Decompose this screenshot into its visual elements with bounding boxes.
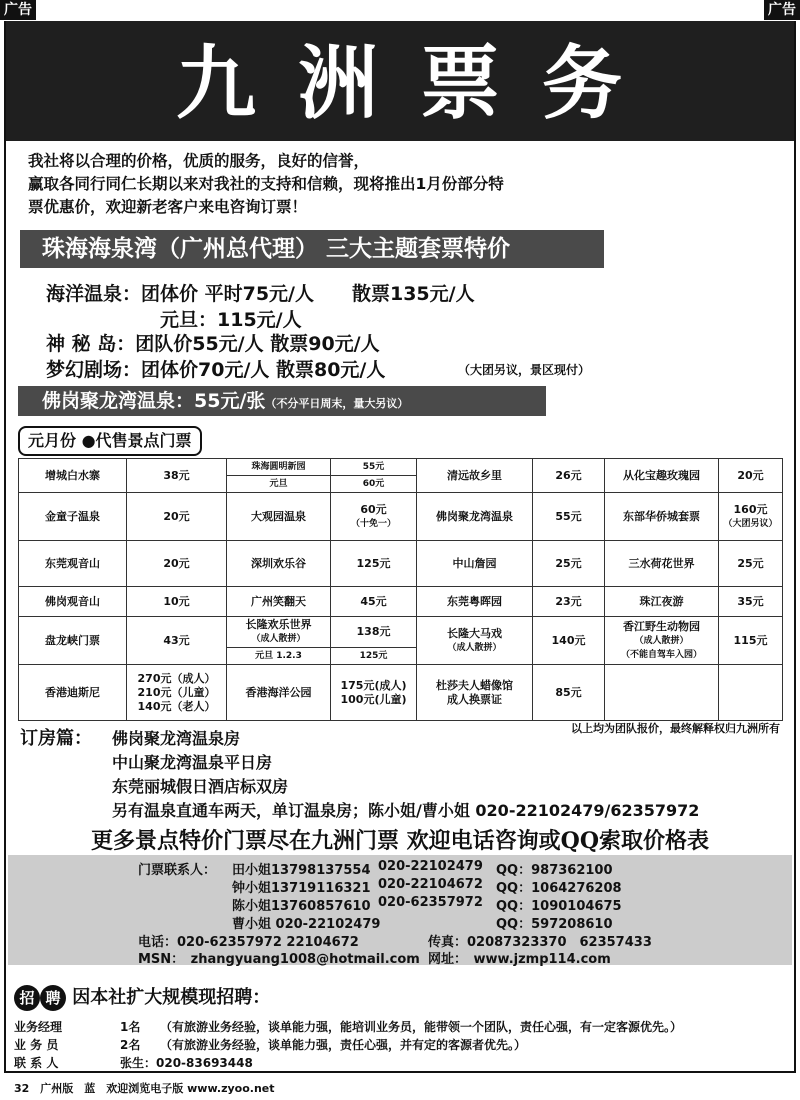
table-cell: 珠海圆明新园 xyxy=(227,459,331,476)
table-cell: 35元 xyxy=(719,587,783,617)
cell-line: 210元（儿童） xyxy=(137,685,216,699)
ticket-table xyxy=(18,458,783,721)
contact-phone: 020-22104672 xyxy=(378,877,483,892)
table-cell: 55元 xyxy=(533,493,605,541)
table-cell: 25元 xyxy=(533,541,605,587)
table-cell: 20元 xyxy=(719,459,783,493)
contact-name: 钟小姐13719116321 xyxy=(232,881,371,896)
recruit-badge: 聘 xyxy=(40,985,66,1011)
package-dream-theatre: 梦幻剧场：团体价70元/人 散票80元/人 xyxy=(46,359,386,381)
promo-band-haiquanwan: 珠海海泉湾（广州总代理） 三大主题套票特价 xyxy=(20,230,604,268)
section-label: 元月份 ●代售景点门票 xyxy=(18,426,202,456)
contact-name: 田小姐13798137554 xyxy=(232,863,371,878)
hotel-line: 佛岗聚龙湾温泉房 xyxy=(112,729,241,748)
contact-qq: QQ：1090104675 xyxy=(496,899,622,914)
table-cell: 香港海洋公园 xyxy=(227,665,331,721)
intro-text xyxy=(28,150,768,219)
table-cell: 115元 xyxy=(719,617,783,665)
recruit-heading xyxy=(14,983,270,1011)
hotel-label: 订房篇： xyxy=(20,728,92,749)
cell-line: 杜莎夫人蜡像馆 xyxy=(436,678,513,692)
table-cell: 佛岗聚龙湾温泉 xyxy=(417,493,533,541)
recruit-role: 联 系 人 xyxy=(14,1056,59,1070)
web-line: 网址： www.jzmp114.com xyxy=(428,952,611,967)
table-cell xyxy=(605,665,719,721)
table-cell xyxy=(227,617,331,648)
cell-line: 香江野生动物园 xyxy=(623,619,700,633)
table-cell: 20元 xyxy=(127,541,227,587)
headline: 更多景点特价门票尽在九洲门票 欢迎电话咨询或QQ索取价格表 xyxy=(91,828,709,854)
table-row xyxy=(19,459,783,476)
table-cell: 20元 xyxy=(127,493,227,541)
contact-name: 陈小姐13760857610 xyxy=(232,899,371,914)
table-row xyxy=(19,493,783,541)
table-cell: 深圳欢乐谷 xyxy=(227,541,331,587)
table-cell xyxy=(417,617,533,665)
table-row xyxy=(19,665,783,721)
intro-line: 我社将以合理的价格，优质的服务，良好的信誉， xyxy=(28,152,370,170)
recruit-role: 业 务 员 xyxy=(14,1038,59,1052)
title-banner xyxy=(6,21,794,141)
table-cell: 增城白水寨 xyxy=(19,459,127,493)
recruit-desc: （有旅游业务经验，谈单能力强，责任心强，并有定的客源者优先。） xyxy=(160,1038,527,1052)
msn-line: MSN： zhangyuang1008@hotmail.com xyxy=(138,952,420,967)
table-cell: 138元 xyxy=(331,617,417,648)
cell-line: 60元 xyxy=(360,502,387,516)
table-cell: 43元 xyxy=(127,617,227,665)
table-cell: 125元 xyxy=(331,541,417,587)
ad-tag-left: 广告 xyxy=(0,0,36,20)
banner-title: 九洲票务 xyxy=(176,37,664,130)
table-cell: 珠江夜游 xyxy=(605,587,719,617)
intro-line: 赢取各同行同仁长期以来对我社的支持和信赖，现将推出1月份部分特 xyxy=(28,175,504,193)
table-cell: 从化宝趣玫瑰园 xyxy=(605,459,719,493)
table-cell: 东莞观音山 xyxy=(19,541,127,587)
recruit-role: 业务经理 xyxy=(14,1020,63,1034)
table-cell: 38元 xyxy=(127,459,227,493)
recruit-badge: 招 xyxy=(14,985,40,1011)
recruit-contact: 张生：020-83693448 xyxy=(120,1056,253,1070)
recruit-title: 因本社扩大规模现招聘： xyxy=(72,987,271,1008)
table-cell: 佛岗观音山 xyxy=(19,587,127,617)
contact-qq: QQ：1064276208 xyxy=(496,881,622,896)
cell-line: （成人散拼） xyxy=(634,635,689,646)
table-cell: 60元 xyxy=(331,476,417,493)
fogang-price: 佛岗聚龙湾温泉：55元/张 xyxy=(42,390,266,412)
table-cell: 10元 xyxy=(127,587,227,617)
contact-name: 曹小姐 020-22102479 xyxy=(232,917,381,932)
table-row xyxy=(19,587,783,617)
table-cell: 三水荷花世界 xyxy=(605,541,719,587)
table-cell: 元旦 1.2.3 xyxy=(227,648,331,665)
contact-phone: 020-62357972 xyxy=(378,895,483,910)
hotel-line: 东莞丽城假日酒店标双房 xyxy=(112,777,289,796)
intro-line: 票优惠价，欢迎新老客户来电咨询订票！ xyxy=(28,198,308,216)
table-cell: 25元 xyxy=(719,541,783,587)
fax-line: 传真：02087323370 62357433 xyxy=(428,935,652,950)
cell-line: 160元 xyxy=(733,502,768,516)
page-footer: 32 广州版 蓝 欢迎浏览电子版 www.zyoo.net xyxy=(14,1082,275,1095)
cell-line: 长隆大马戏 xyxy=(447,626,502,640)
table-cell xyxy=(127,665,227,721)
table-cell xyxy=(417,665,533,721)
contact-qq: QQ：987362100 xyxy=(496,863,613,878)
contact-label: 门票联系人： xyxy=(138,863,217,878)
contact-panel xyxy=(8,855,792,965)
contact-phone: 020-22102479 xyxy=(378,859,483,874)
recruit-count: 1名 xyxy=(120,1020,141,1034)
cell-line: （成人散拼） xyxy=(447,642,502,653)
table-cell: 55元 xyxy=(331,459,417,476)
package-note: （大团另议，景区现付） xyxy=(458,363,591,377)
ad-tag-right: 广告 xyxy=(764,0,800,20)
table-cell: 45元 xyxy=(331,587,417,617)
package-mystery-island: 神 秘 岛：团队价55元/人 散票90元/人 xyxy=(46,333,380,355)
table-cell: 清远故乡里 xyxy=(417,459,533,493)
table-cell xyxy=(719,493,783,541)
package-new-year: 元旦：115元/人 xyxy=(160,309,302,331)
table-cell: 26元 xyxy=(533,459,605,493)
cell-line: （大团另议） xyxy=(723,518,778,529)
cell-line: 100元(儿童) xyxy=(340,692,407,706)
table-cell xyxy=(331,493,417,541)
cell-line: 175元(成人) xyxy=(340,678,407,692)
cell-line: 成人换票证 xyxy=(447,692,502,706)
table-cell xyxy=(331,665,417,721)
fogang-note: （不分平日周末，量大另议） xyxy=(265,397,409,410)
phone-line: 电话：020-62357972 22104672 xyxy=(138,935,359,950)
table-cell: 盘龙峡门票 xyxy=(19,617,127,665)
contact-qq: QQ：597208610 xyxy=(496,917,613,932)
cell-line: （成人散拼） xyxy=(251,634,306,644)
recruit-count: 2名 xyxy=(120,1038,141,1052)
table-cell: 东莞粤晖园 xyxy=(417,587,533,617)
table-cell: 85元 xyxy=(533,665,605,721)
table-cell: 大观园温泉 xyxy=(227,493,331,541)
table-cell: 140元 xyxy=(533,617,605,665)
table-row xyxy=(19,541,783,587)
table-cell: 125元 xyxy=(331,648,417,665)
recruit-desc: （有旅游业务经验，谈单能力强，能培训业务员，能带领一个团队，责任心强，有一定客源优先。） xyxy=(160,1020,683,1034)
hotel-line: 另有温泉直通车两天，单订温泉房；陈小姐/曹小姐 020-22102479/62357972 xyxy=(112,801,700,820)
table-cell xyxy=(605,617,719,665)
hotel-line: 中山聚龙湾温泉平日房 xyxy=(112,753,273,772)
price-note: 以上均为团队报价，最终解释权归九洲所有 xyxy=(571,722,780,735)
package-ocean-spa: 海洋温泉：团体价 平时75元/人 散票135元/人 xyxy=(46,283,475,305)
table-cell: 23元 xyxy=(533,587,605,617)
table-cell: 香港迪斯尼 xyxy=(19,665,127,721)
cell-line: 270元（成人） xyxy=(137,671,216,685)
cell-line: 长隆欢乐世界 xyxy=(245,618,312,631)
table-cell: 元旦 xyxy=(227,476,331,493)
cell-line: （不能自驾车入园） xyxy=(620,649,702,660)
promo-band-fogang xyxy=(18,386,546,416)
table-cell: 东部华侨城套票 xyxy=(605,493,719,541)
table-row xyxy=(19,617,783,648)
table-cell: 金童子温泉 xyxy=(19,493,127,541)
table-cell xyxy=(719,665,783,721)
table-cell: 广州笑翻天 xyxy=(227,587,331,617)
cell-line: 140元（老人） xyxy=(137,699,216,713)
table-cell: 中山詹园 xyxy=(417,541,533,587)
cell-line: （十免一） xyxy=(350,518,396,529)
